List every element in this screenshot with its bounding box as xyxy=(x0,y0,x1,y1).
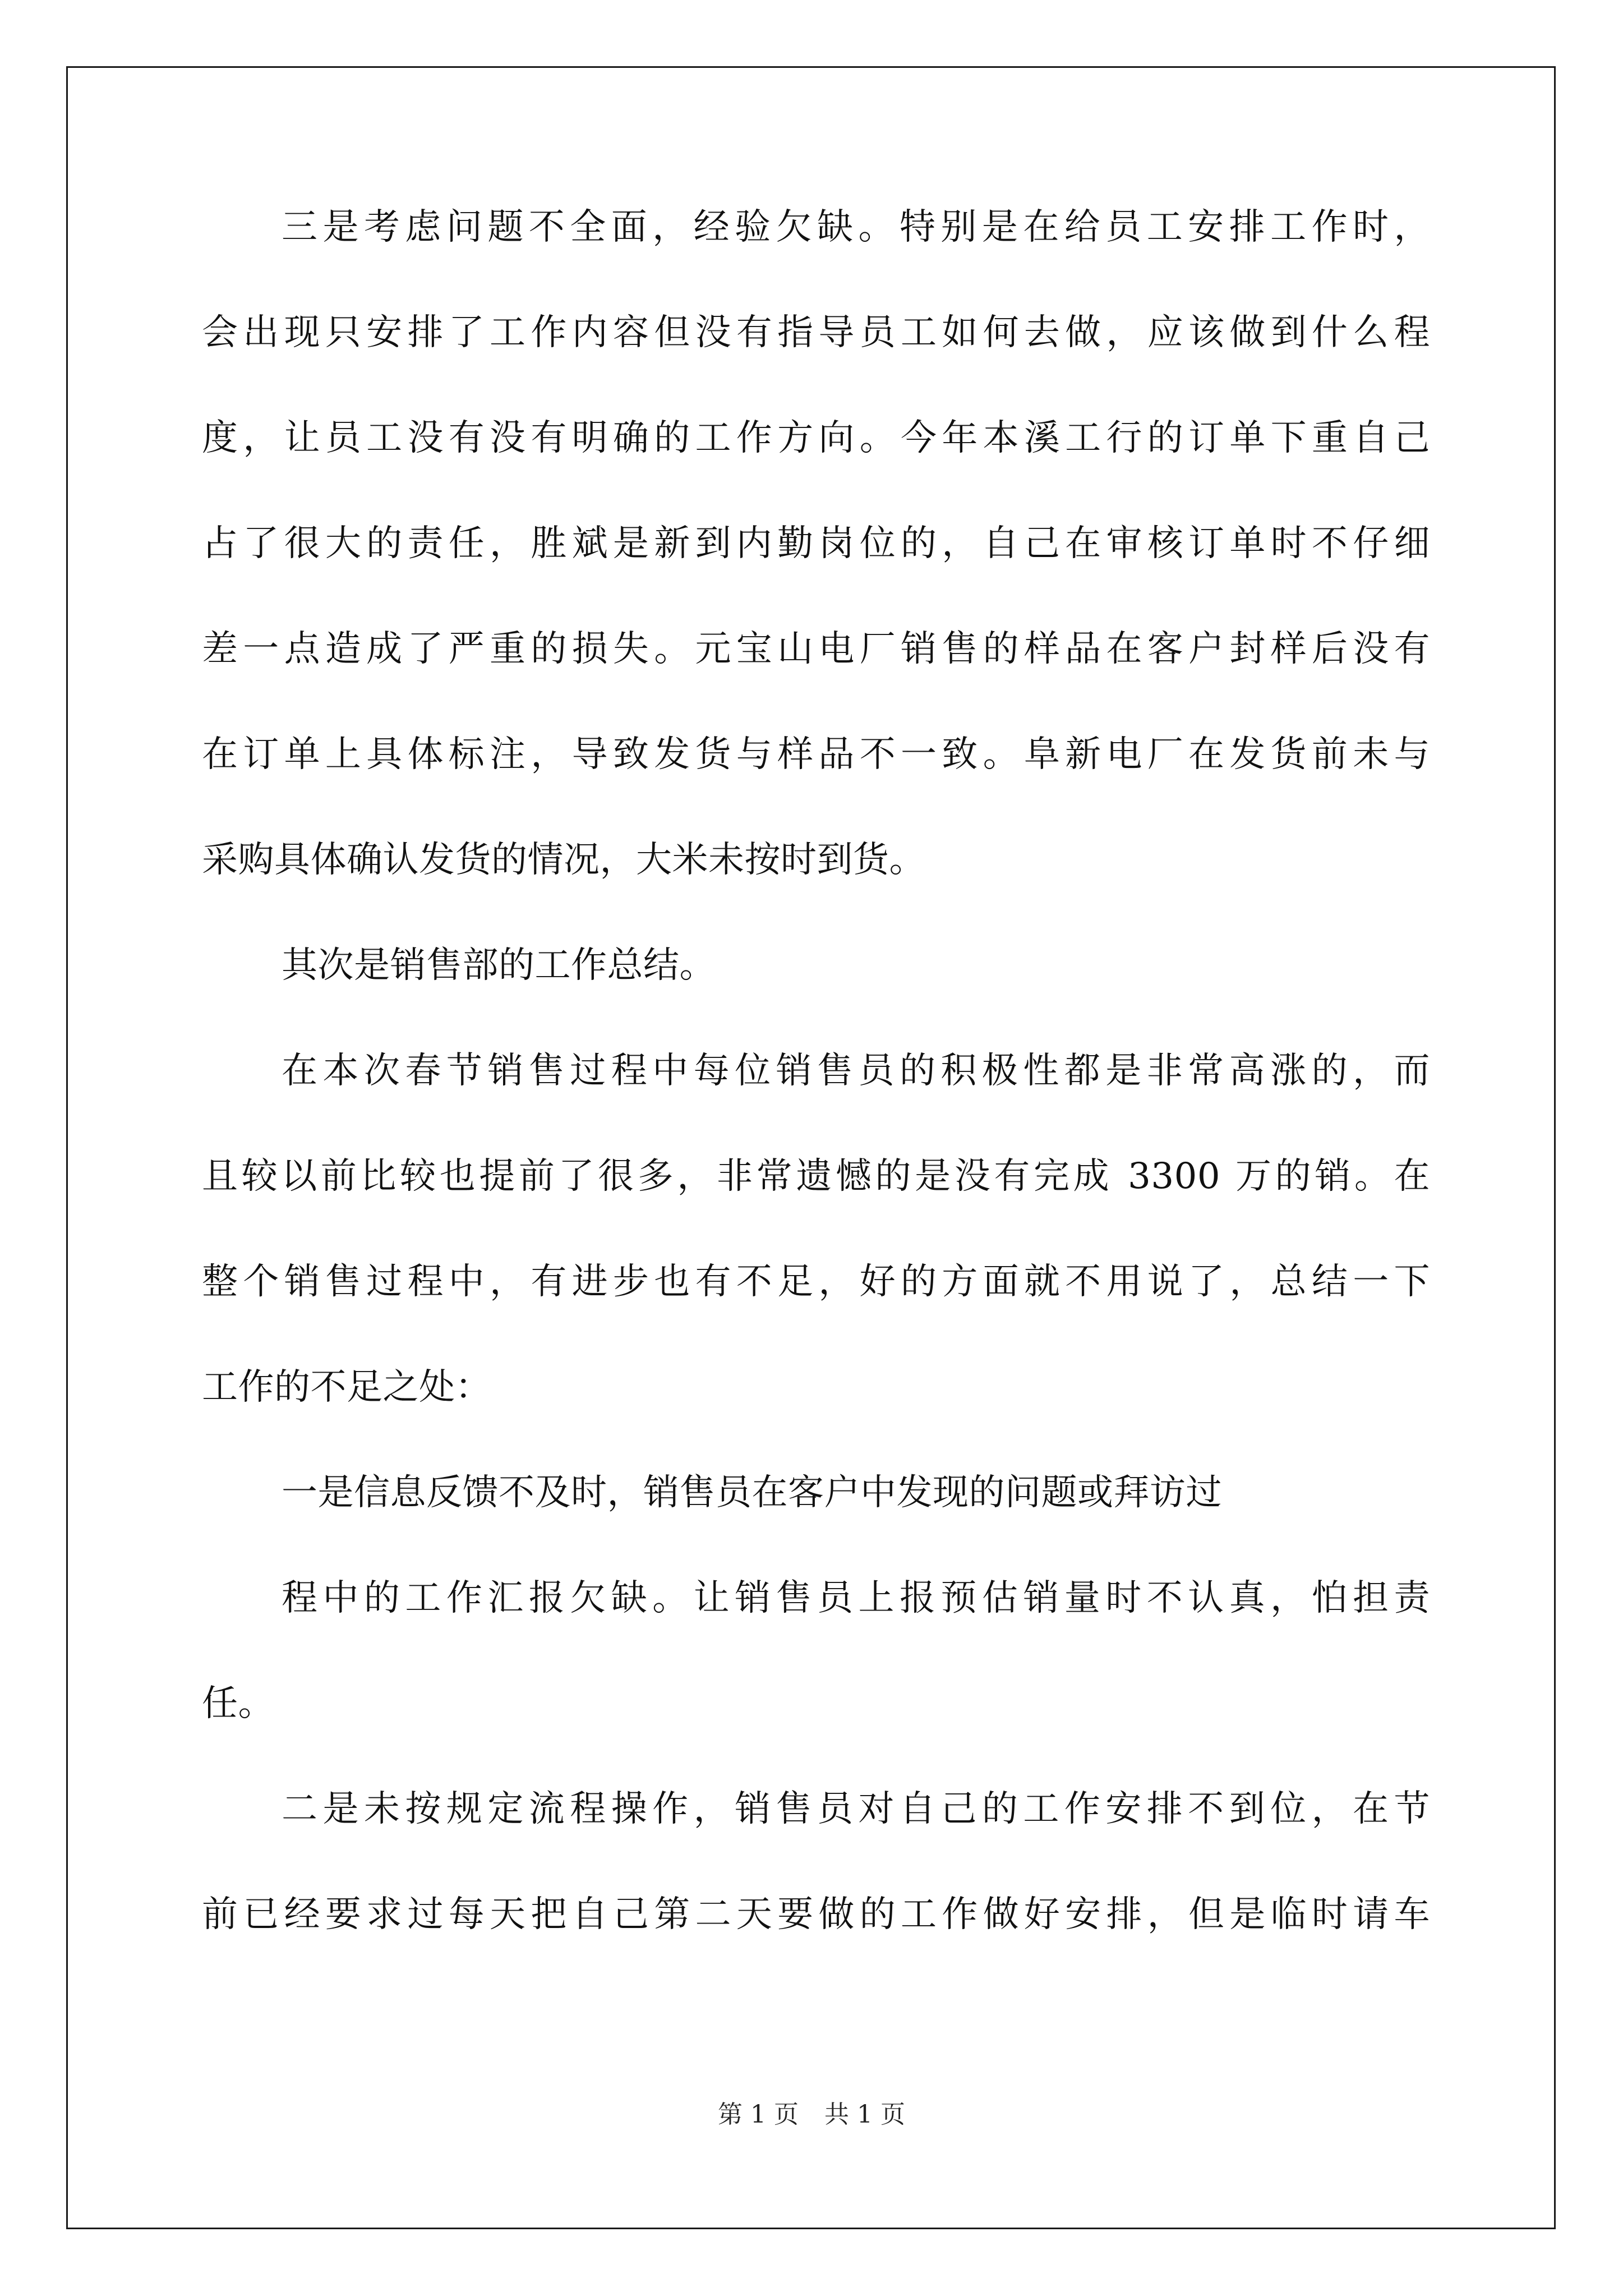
text-line: 差一点造成了严重的损失。元宝山电厂销售的样品在客户封样后没有 xyxy=(202,628,1430,670)
page-total: 共 1 页 xyxy=(824,2100,905,2129)
text-line: 整个销售过程中，有进步也有不足，好的方面就不用说了，总结一下 xyxy=(202,1261,1430,1303)
text-line: 采购具体确认发货的情况，大米未按时到货。 xyxy=(202,839,925,881)
text-line: 工作的不足之处： xyxy=(202,1366,491,1408)
page-footer xyxy=(0,2098,1623,2132)
text-line: 会出现只安排了工作内容但没有指导员工如何去做，应该做到什么程 xyxy=(202,312,1430,353)
text-line: 二是未按规定流程操作，销售员对自己的工作安排不到位，在节 xyxy=(282,1788,1430,1830)
text-line: 三是考虑问题不全面，经验欠缺。特别是在给员工安排工作时， xyxy=(282,206,1430,248)
text-line: 占了很大的责任，胜斌是新到内勤岗位的，自己在审核订单时不仔细 xyxy=(202,523,1430,564)
text-line: 一是信息反馈不及时，销售员在客户中发现的问题或拜访过 xyxy=(282,1472,1222,1513)
text-line: 前已经要求过每天把自己第二天要做的工作做好安排，但是临时请车 xyxy=(202,1894,1430,1935)
text-line: 且较以前比较也提前了很多，非常遗憾的是没有完成 3300 万的销。在 xyxy=(202,1156,1430,1197)
page-number: 第 1 页 xyxy=(718,2100,799,2129)
text-line: 度，让员工没有没有明确的工作方向。今年本溪工行的订单下重自己 xyxy=(202,417,1430,459)
text-line: 在本次春节销售过程中每位销售员的积极性都是非常高涨的，而 xyxy=(282,1050,1430,1092)
section-heading: 其次是销售部的工作总结。 xyxy=(282,945,716,986)
text-line: 在订单上具体标注，导致发货与样品不一致。阜新电厂在发货前未与 xyxy=(202,734,1430,775)
text-line: 程中的工作汇报欠缺。让销售员上报预估销量时不认真，怕担责 xyxy=(282,1577,1430,1619)
text-line: 任。 xyxy=(202,1683,274,1724)
